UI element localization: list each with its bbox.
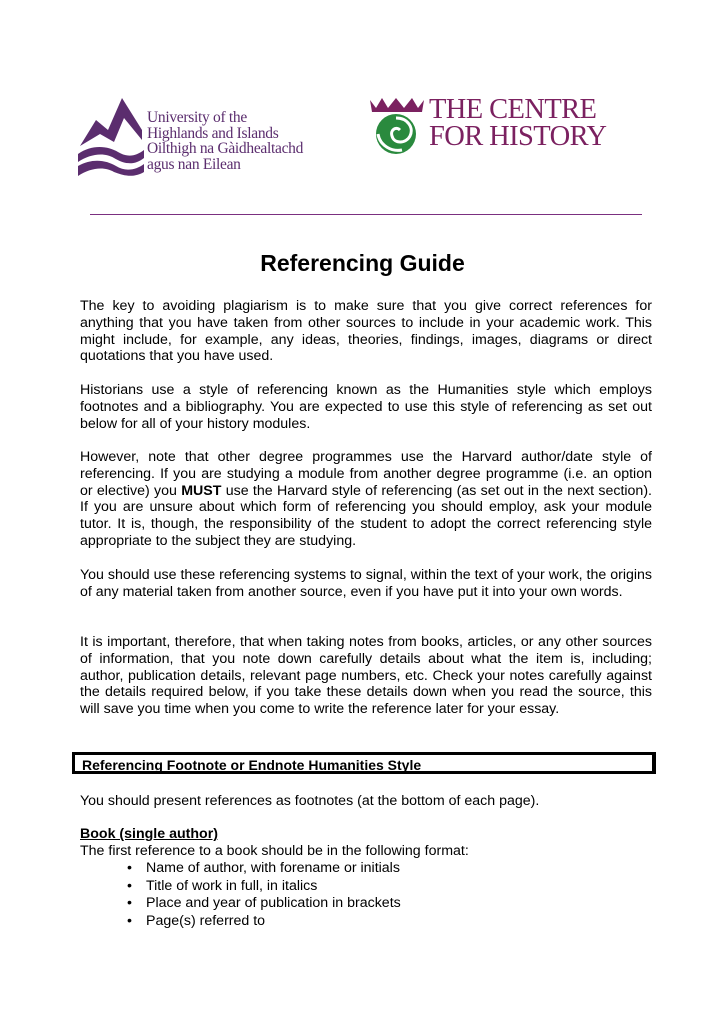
- must-emphasis: MUST: [181, 482, 222, 499]
- uhi-mountain-icon: [78, 96, 144, 178]
- section-heading: Referencing Footnote or Endnote Humanities Style: [82, 757, 422, 773]
- book-heading: Book (single author): [80, 826, 218, 842]
- footnote-instruction: You should present references as footnotes (at the bottom of each page).: [80, 793, 540, 809]
- list-item: • Title of work in full, in italics: [80, 878, 401, 896]
- book-format-list: [80, 860, 401, 930]
- harvard-text-b: use the Harvard style of referencing (as set out in the next section). If you are unsure about which form of referencing you should employ, ask your module tutor. It is, though, the responsibility of the student to adopt the correct referencing style appropriate to the subject they are studying.: [80, 482, 652, 549]
- uhi-line-2: Highlands and Islands: [147, 124, 279, 142]
- harvard-text-a: However, note that other degree programmes use the Harvard author/date style of referencing. If you are studying a module from another degree programme (i.e. an option or elective) you: [80, 449, 652, 499]
- list-item: • Page(s) referred to: [80, 913, 401, 931]
- crown-swirl-icon: [366, 96, 428, 156]
- paragraph-note-taking: It is important, therefore, that when taking notes from books, articles, or any other sources of information, that you note down carefully details about what the item is, including; author, publication details, relevant page numbers, etc. Check your notes carefully against the details required below, if you take these details down when you read the source, this will save you time when you come to write the reference later for your essay.: [80, 634, 652, 718]
- paragraph-signal-origins: You should use these referencing systems to signal, within the text of your work, the origins of any material taken from another source, even if you have put it into your own words.: [80, 567, 653, 600]
- uhi-line-1: University of the: [147, 109, 247, 126]
- paragraph-humanities-style: Historians use a style of referencing known as the Humanities style which employs footnotes and a bibliography. You are expected to use this style of referencing as set out below for all of your history modules.: [80, 382, 652, 432]
- list-item: • Place and year of publication in brackets: [80, 895, 401, 913]
- book-section: [80, 826, 469, 860]
- uhi-line-4: agus nan Eilean: [147, 155, 241, 173]
- section-heading-box: [72, 752, 656, 774]
- book-intro: The first reference to a book should be in the following format:: [80, 842, 469, 859]
- centre-line-2: FOR HISTORY: [429, 121, 607, 152]
- centre-line-1: THE CENTRE: [429, 94, 597, 125]
- centre-for-history-logo: [366, 96, 636, 162]
- list-item: • Name of author, with forename or initials: [80, 860, 401, 878]
- uhi-logo: [78, 96, 304, 178]
- header-divider: [90, 214, 642, 215]
- paragraph-harvard-note: [80, 449, 652, 550]
- paragraph-plagiarism: The key to avoiding plagiarism is to make sure that you give correct references for anything that you have taken from other sources to include in your academic work. This might include, for example, any ideas, theories, findings, images, diagrams or direct quotations that you have used.: [80, 298, 652, 365]
- uhi-line-3: Oilthigh na Gàidhealtachd: [147, 140, 304, 157]
- page-title: Referencing Guide: [260, 250, 465, 276]
- centre-wordmark: [429, 96, 606, 150]
- uhi-wordmark: [147, 110, 303, 172]
